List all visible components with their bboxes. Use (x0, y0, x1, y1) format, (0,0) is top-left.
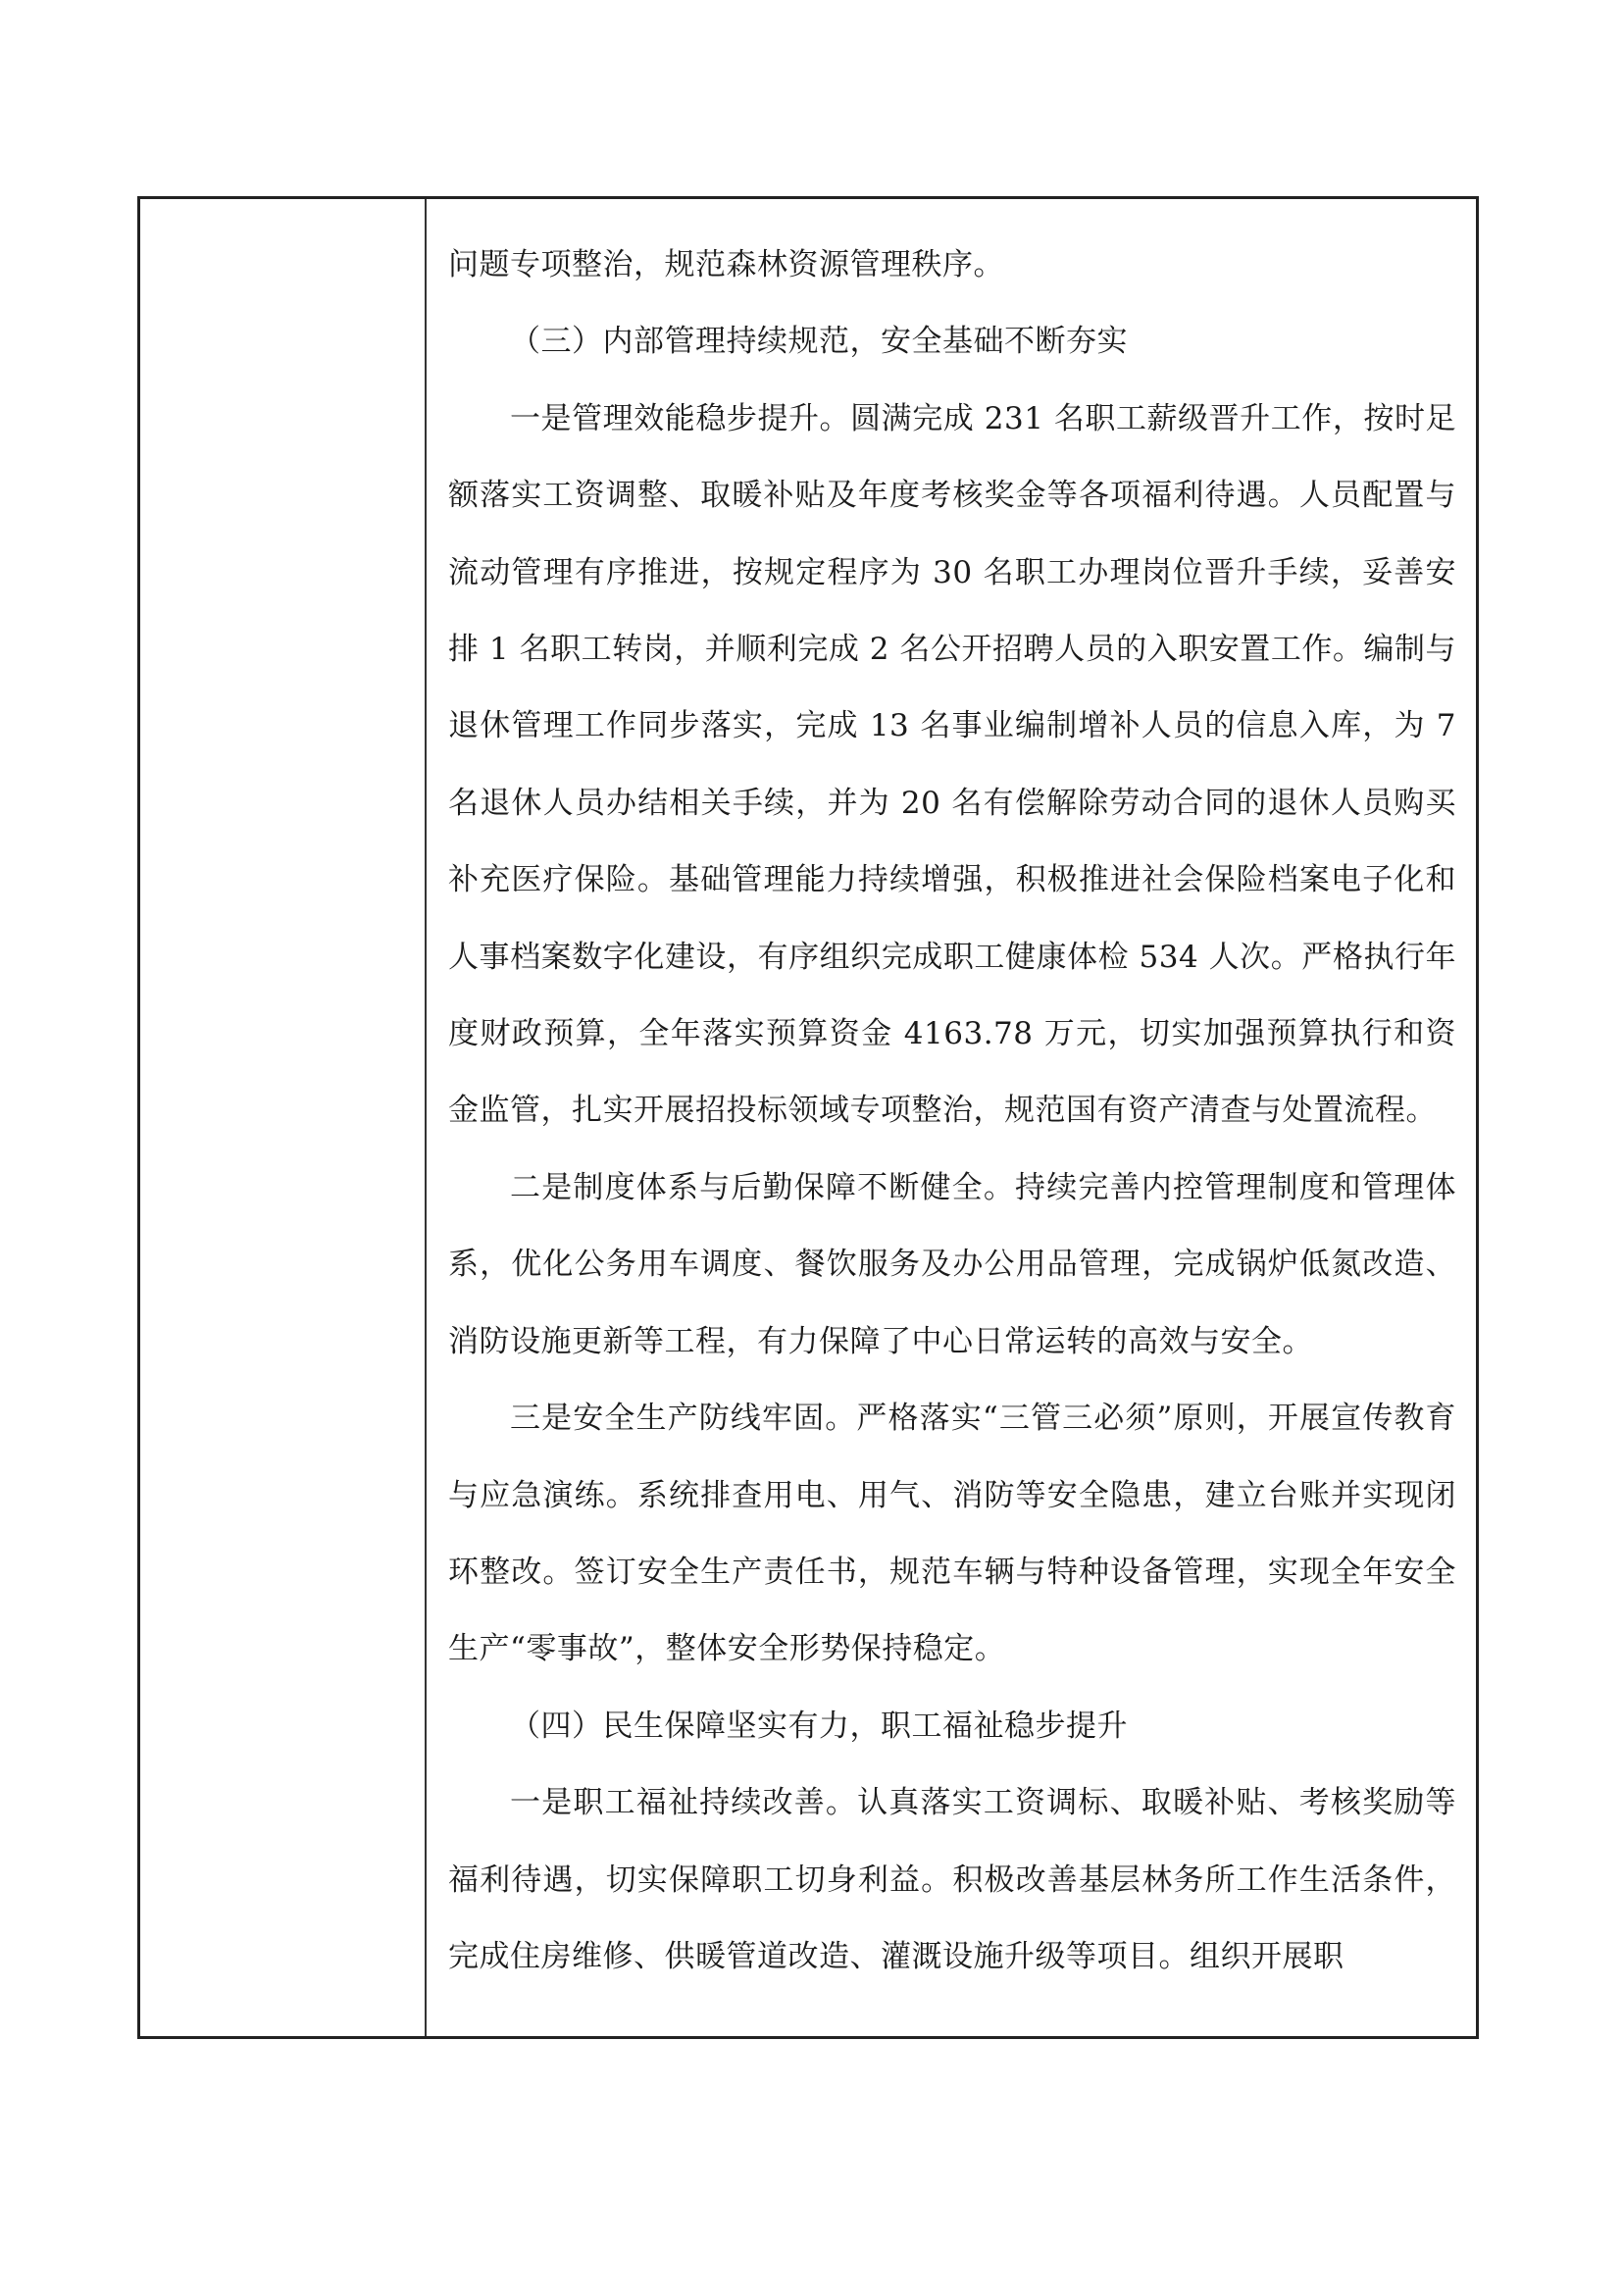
document-table (137, 196, 1479, 2039)
table-label-column (140, 199, 427, 2036)
paragraph-management-efficiency: 一是管理效能稳步提升。圆满完成 231 名职工薪级晋升工作，按时足额落实工资调整、取暖补贴及年度考核奖金等各项福利待遇。人员配置与流动管理有序推进，按规定程序为 30 名职工办理岗位晋升手续，妥善安排 1 名职工转岗，并顺利完成 2 名公开招聘人员的入职安置工作。编制与退休管理工作同步落实，完成 13 名事业编制增补人员的信息入库，为 7 名退休人员办结相关手续，并为 20 名有偿解除劳动合同的退休人员购买补充医疗保险。基础管理能力持续增强，积极推进社会保险档案电子化和人事档案数字化建设，有序组织完成职工健康体检 534 人次。严格执行年度财政预算，全年落实预算资金 4163.78 万元，切实加强预算执行和资金监管，扎实开展招投标领域专项整治，规范国有资产清查与处置流程。 (448, 400, 1456, 1129)
table-content-column (427, 199, 1476, 2036)
paragraph-continuation: 问题专项整治，规范森林资源管理秩序。 (448, 247, 1004, 282)
section-heading-3: （三）内部管理持续规范，安全基础不断夯实 (510, 324, 1128, 360)
paragraph-staff-welfare: 一是职工福祉持续改善。认真落实工资调标、取暖补贴、考核奖励等福利待遇，切实保障职工切身利益。积极改善基层林务所工作生活条件，完成住房维修、供暖管道改造、灌溉设施升级等项目。组织开展职 (448, 1785, 1456, 1974)
paragraph-institutional-system: 二是制度体系与后勤保障不断健全。持续完善内控管理制度和管理体系，优化公务用车调度、餐饮服务及办公用品管理，完成锅炉低氮改造、消防设施更新等工程，有力保障了中心日常运转的高效与安全。 (448, 1169, 1456, 1359)
paragraph-safety-production: 三是安全生产防线牢固。严格落实“三管三必须”原则，开展宣传教育与应急演练。系统排查用电、用气、消防等安全隐患，建立台账并实现闭环整改。签订安全生产责任书，规范车辆与特种设备管理，实现全年安全生产“零事故”，整体安全形势保持稳定。 (448, 1401, 1456, 1667)
section-heading-4: （四）民生保障坚实有力，职工福祉稳步提升 (510, 1708, 1128, 1744)
